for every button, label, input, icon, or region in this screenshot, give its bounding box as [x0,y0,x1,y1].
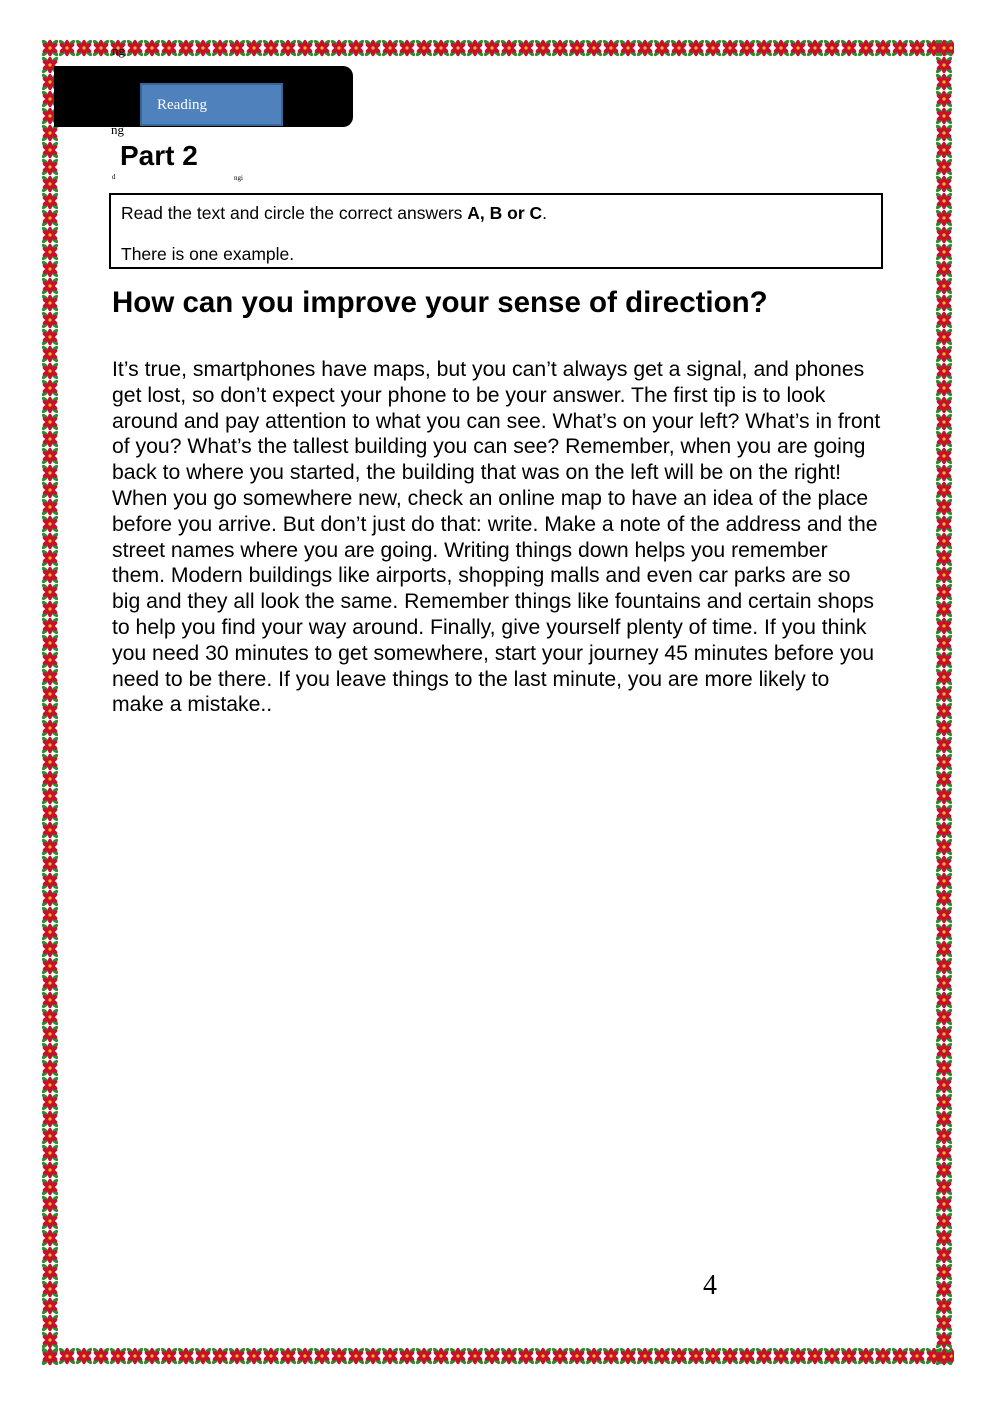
text-fragment: ng [112,43,125,58]
text-fragment: d [112,173,116,181]
instruction-period: . [542,203,548,223]
instruction-text: Read the text and circle the correct answers [121,203,468,223]
page-number: 4 [703,1270,717,1301]
article-title: How can you improve your sense of direction? [112,286,768,319]
instruction-line [121,203,871,223]
part-title: Part 2 [120,140,198,171]
text-fragment: ngi [234,174,243,182]
example-note: There is one example. [121,244,295,264]
poinsettia-border-right [934,38,954,1366]
poinsettia-border-bottom [40,1346,954,1366]
article-body: It’s true, smartphones have maps, but you can’t always get a signal, and phones get lost, so don’t expect your phone to be your answer. The first tip is to look around and pay attention to what you can see. What’s on your left? What’s in front of you? What’s the tallest building you can see? Remember, when you are going back to where you started, the building that was on the left will be on the right! When you go somewhere new, check an online map to have an idea of the place before you arrive. But don’t just do that: write. Make a note of the address and the street names where you are going. Writing things down helps you remember them. Modern buildings like airports, shopping malls and even car parks are so big and they all look the same. Remember things like fountains and certain shops to help you find your way around. Finally, give yourself plenty of time. If you think you need 30 minutes to get somewhere, start your journey 45 minutes before you need to be there. If you leave things to the last minute, you are more likely to make a mistake.. [112,358,881,717]
instruction-box [109,193,883,269]
reading-tab-button[interactable]: Reading [140,83,283,126]
answer-options: A, B or C [467,203,543,223]
poinsettia-border-top [40,38,954,58]
poinsettia-border-left [40,38,60,1366]
text-fragment: ng [111,122,124,137]
